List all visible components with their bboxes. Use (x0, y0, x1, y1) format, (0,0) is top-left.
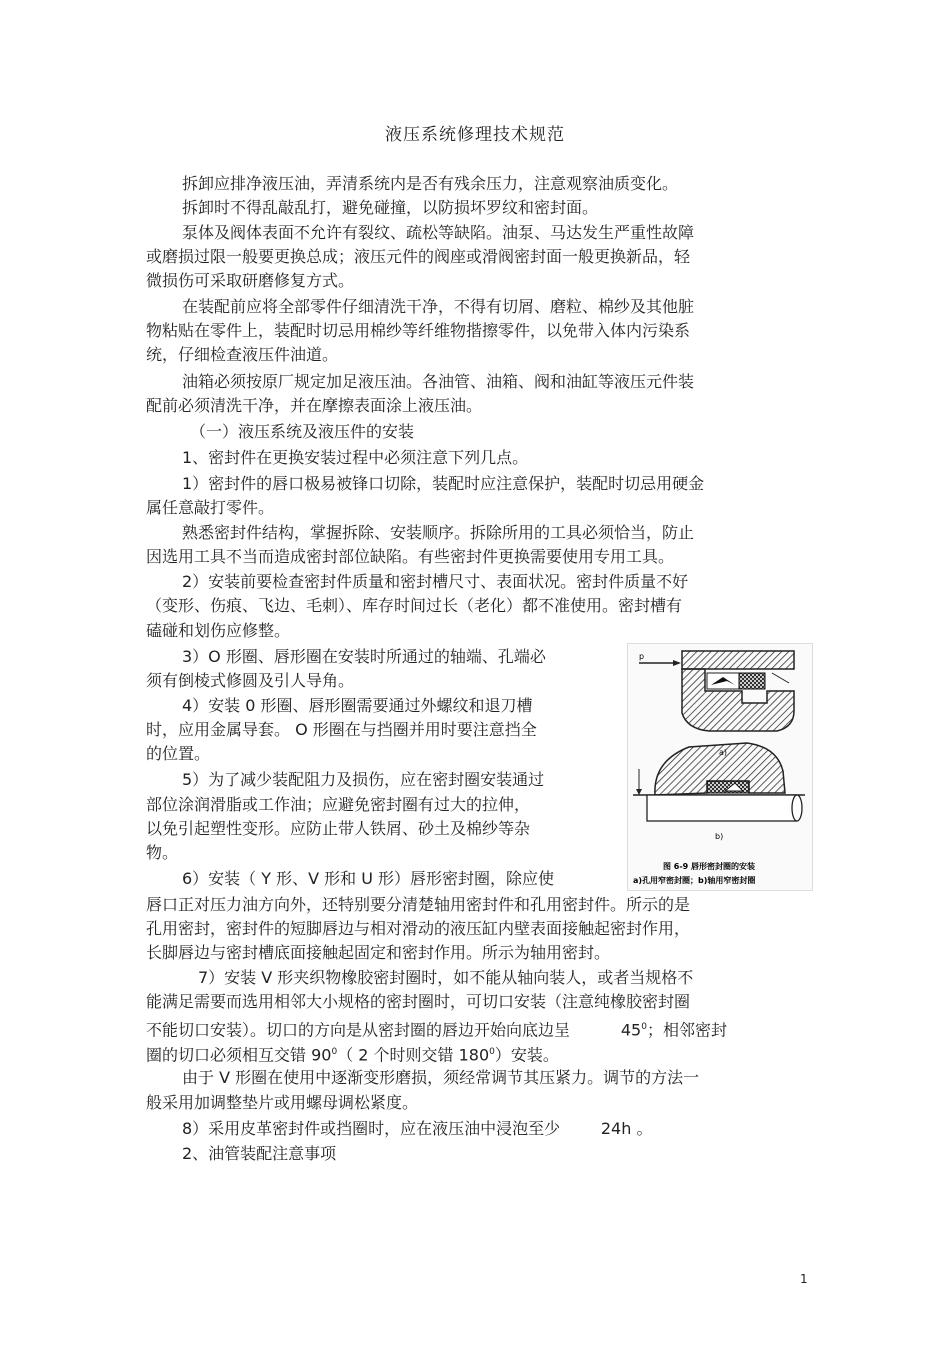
text-run: 不能切口安装）。切口的方向是从密封圈的唇边开始向底边呈 (146, 1020, 571, 1040)
paragraph-line: 拆卸应排净液压油，弄清系统内是否有残余压力，注意观察油质变化。 (182, 174, 679, 193)
paragraph-line: 3）O 形圈、唇形圈在安装时所通过的轴端、孔端必 (182, 647, 546, 666)
paragraph-line: 长脚唇边与密封槽底面接触起固定和密封作用。所示为轴用密封。 (146, 943, 611, 962)
paragraph-line: 或磨损过限一般要更换总成；液压元件的阀座或滑阀密封面一般更换新品，轻 (146, 247, 691, 266)
paragraph-line: 在装配前应将全部零件仔细清洗干净，不得有切屑、磨粒、棉纱及其他脏 (182, 297, 695, 316)
paragraph-line (146, 1016, 727, 1041)
paragraph-line: （变形、伤痕、飞边、毛刺）、库存时间过长（老化）都不准使用。密封槽有 (146, 596, 683, 615)
paragraph-line: 4）安装 0 形圈、唇形圈需要通过外螺纹和退刀槽 (182, 696, 533, 715)
paragraph-line: 物粘贴在零件上，装配时切忌用棉纱等纤维物揩擦零件，以免带入体内污染系 (146, 321, 691, 340)
paragraph-line: 配前必须清洗干净，并在摩擦表面涂上液压油。 (146, 396, 483, 415)
paragraph-line (146, 1041, 559, 1066)
section-heading: （一）液压系统及液压件的安装 (190, 422, 415, 441)
figure-caption: 图 6-9 唇形密封圈的安装 (663, 862, 756, 871)
paragraph-line: 统，仔细检查液压件油道。 (146, 345, 339, 364)
text-gap (570, 1020, 621, 1039)
page-title: 液压系统修理技术规范 (385, 125, 565, 145)
figure-caption-sub: a)孔用窄密封圈；b)轴用窄密封圈 (633, 876, 756, 885)
paragraph-line: 7）安装 V 形夹织物橡胶密封圈时，如不能从轴向装人，或者当规格不 (198, 968, 694, 987)
paragraph-line (182, 1118, 652, 1140)
page-number: 1 (800, 1272, 808, 1286)
text-run: 圈的切口必须相互交错 90 (146, 1045, 332, 1065)
text-run: （ 2 个时则交错 180 (337, 1045, 490, 1065)
paragraph-line: 物。 (146, 843, 179, 862)
pressure-label: p (639, 652, 645, 661)
paragraph-line: 以免引起塑性变形。应防止带人铁屑、砂土及棉纱等杂 (146, 819, 531, 838)
paragraph-line: 拆卸时不得乱敲乱打，避免碰撞，以防损坏罗纹和密封面。 (182, 198, 599, 217)
text-run: 24h 。 (600, 1119, 653, 1138)
paragraph-line: 1）密封件的唇口极易被锋口切除，装配时应注意保护，装配时切忌用硬金 (182, 474, 705, 493)
paragraph-line: 熟悉密封件结构，掌握拆除、安装顺序。拆除所用的工具必须恰当，防止 (182, 523, 695, 542)
paragraph-line: 属任意敲打零件。 (146, 498, 275, 517)
paragraph-line: 5）为了减少装配阻力及损伤，应在密封圈安装通过 (182, 770, 545, 789)
paragraph-line: 磕碰和划伤应修整。 (146, 621, 291, 640)
paragraph-line: 孔用密封，密封件的短脚唇边与相对滑动的液压缸内壁表面接触起密封作用， (146, 919, 691, 938)
paragraph-line: 须有倒棱式修圆及引人导角。 (146, 671, 355, 690)
paragraph-line: 部位涂润滑脂或工作油；应避免密封圈有过大的拉伸， (146, 795, 531, 814)
paragraph-line: 时，应用金属导套。 O 形圈在与挡圈并用时要注意挡全 (146, 720, 537, 739)
paragraph-line: 能满足需要而选用相邻大小规格的密封圈时，可切口安装（注意纯橡胶密封圈 (146, 992, 691, 1011)
superscript: 0 (641, 1022, 647, 1032)
superscript: 0 (489, 1047, 495, 1057)
superscript: 0 (331, 1047, 338, 1057)
figure-label-b: b) (715, 832, 724, 841)
paragraph-line: 2）安装前要检查密封件质量和密封槽尺寸、表面状况。密封件质量不好 (182, 572, 689, 591)
paragraph-line: 2、油管装配注意事项 (182, 1144, 337, 1163)
paragraph-line: 6）安装（ Y 形、V 形和 U 形）唇形密封圈，除应使 (182, 869, 555, 888)
seal-diagram (627, 643, 813, 891)
paragraph-line: 泵体及阀体表面不允许有裂纹、疏松等缺陷。油泵、马达发生严重性故障 (182, 223, 695, 242)
text-run: ；相邻密封 (646, 1020, 727, 1040)
text-run: 45 (620, 1020, 642, 1040)
paragraph-line: 般采用加调整垫片或用螺母调松紧度。 (146, 1093, 419, 1112)
paragraph-line: 唇口正对压力油方向外，还特别要分清楚轴用密封件和孔用密封件。所示的是 (146, 895, 691, 914)
paragraph-line: 1、密封件在更换安装过程中必须注意下列几点。 (182, 448, 529, 467)
paragraph-line: 因选用工具不当而造成密封部位缺陷。有些密封件更换需要使用专用工具。 (146, 547, 675, 566)
seal-figure (627, 643, 813, 891)
paragraph-line: 的位置。 (146, 744, 211, 763)
text-run: 8）采用皮革密封件或挡圈时，应在液压油中浸泡至少 (182, 1119, 561, 1138)
text-gap (560, 1119, 601, 1138)
paragraph-line: 由于 V 形圈在使用中逐渐变形磨损，须经常调节其压紧力。调节的方法一 (182, 1068, 700, 1087)
paragraph-line: 微损伤可采取研磨修复方式。 (146, 271, 355, 290)
paragraph-line: 油箱必须按原厂规定加足液压油。各油管、油箱、阀和油缸等液压元件装 (182, 372, 695, 391)
text-run: ）安装。 (494, 1045, 559, 1065)
